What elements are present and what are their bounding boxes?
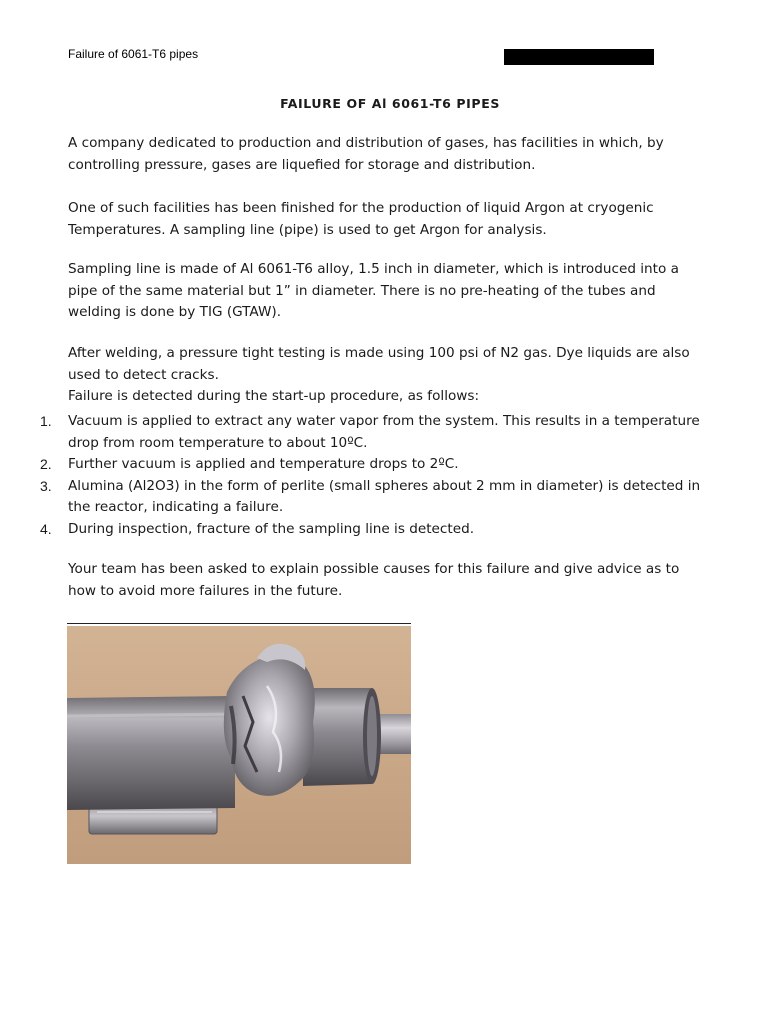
figure-rule	[67, 623, 411, 624]
paragraph-closing: Your team has been asked to explain possible causes for this failure and give advice as to how to avoid more failures in the future.	[68, 561, 680, 599]
list-text: During inspection, fracture of the sampling line is detected.	[68, 520, 475, 537]
redaction-bar	[504, 49, 654, 65]
paragraph-failure-intro: Failure is detected during the start-up procedure, as follows:	[68, 388, 480, 404]
list-item	[40, 411, 708, 454]
failure-steps-list	[40, 411, 708, 540]
list-number: 1.	[40, 413, 52, 429]
list-text: Vacuum is applied to extract any water vapor from the system. This results in a temperature drop from room temperature to about 10ºC.	[68, 413, 700, 451]
paragraph-sampling-line: Sampling line is made of Al 6061-T6 alloy, 1.5 inch in diameter, which is introduced into a pipe of the same material but 1” in diameter. There is no pre-heating of the tubes and welding is done by TIG (GTAW).	[68, 261, 679, 320]
list-number: 2.	[40, 456, 52, 472]
list-item	[40, 454, 708, 476]
list-text: Further vacuum is applied and temperature drops to 2ºC.	[68, 456, 459, 472]
paragraph-intro: A company dedicated to production and distribution of gases, has facilities in which, by controlling pressure, gases are liquefied for storage and distribution.	[68, 135, 664, 173]
list-item	[40, 476, 708, 519]
paragraph-testing: After welding, a pressure tight testing is made using 100 psi of N2 gas. Dye liquids are also used to detect cracks.	[68, 345, 690, 383]
fractured-pipe-photo	[67, 626, 411, 864]
running-title: Failure of 6061-T6 pipes	[68, 47, 199, 61]
list-item	[40, 519, 708, 541]
list-number: 4.	[40, 520, 52, 537]
list-number: 3.	[40, 477, 52, 494]
document-title: FAILURE OF Al 6061-T6 PIPES	[280, 96, 500, 111]
paragraph-facility: One of such facilities has been finished for the production of liquid Argon at cryogenic Temperatures. A sampling line (pipe) is used to get Argon for analysis.	[68, 200, 654, 238]
list-text: Alumina (Al2O3) in the form of perlite (small spheres about 2 mm in diameter) is detected in the reactor, indicating a failure.	[68, 477, 701, 515]
